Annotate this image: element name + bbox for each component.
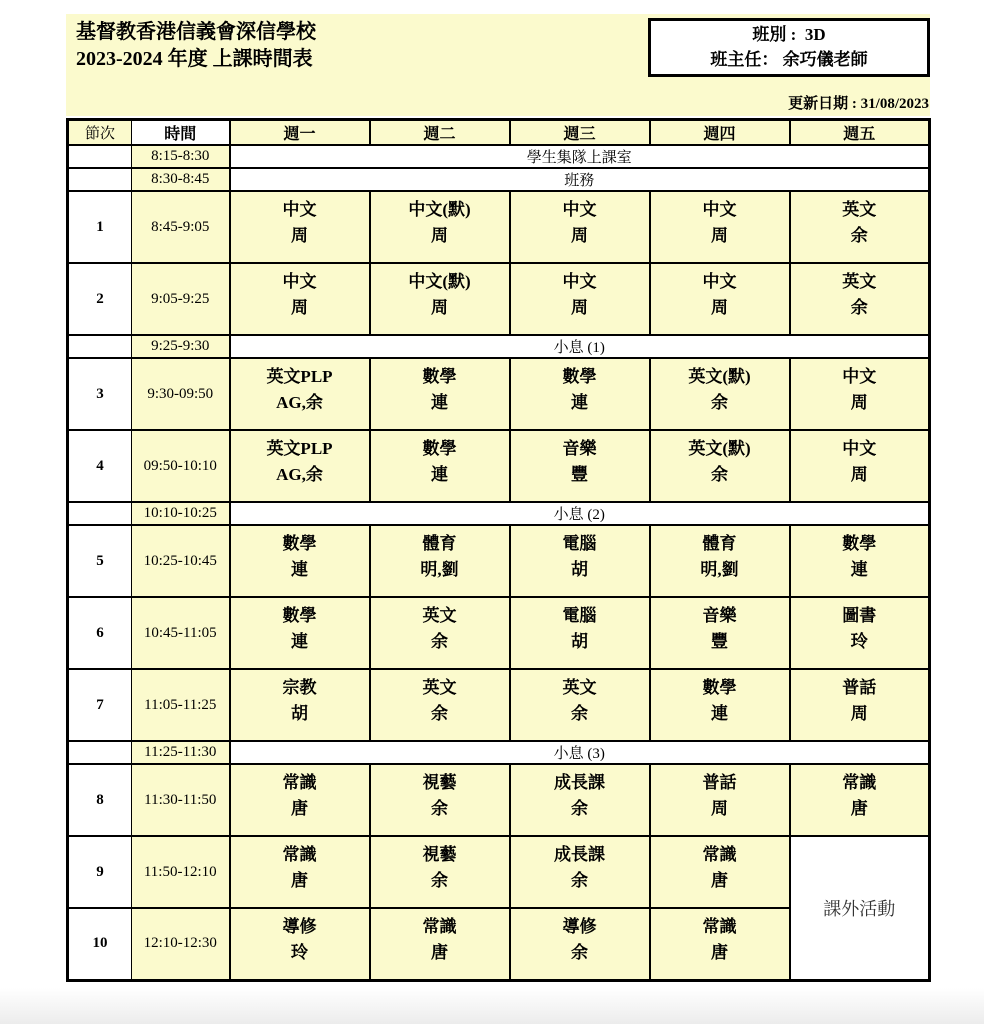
subject-cell (790, 263, 930, 335)
class-id-label: 班別 : (752, 25, 797, 44)
subject-name: 中文 (702, 272, 737, 291)
teacher-name: 玲 (850, 632, 868, 651)
timetable-row (68, 669, 930, 741)
teacher-name: 余 (431, 799, 448, 818)
class-teacher-value: 余巧儀老師 (782, 50, 868, 69)
class-id-value: 3D (804, 25, 826, 44)
time-cell: 8:30-8:45 (132, 168, 230, 191)
timetable-row (68, 597, 930, 669)
subject-cell (230, 836, 370, 908)
subject-name: 電腦 (562, 534, 597, 553)
teacher-name: 連 (291, 560, 308, 579)
subject-name: 英文 (562, 678, 597, 697)
teacher-name: 連 (850, 560, 868, 579)
subject-name: 中文 (842, 367, 877, 386)
class-teacher-label: 班主任： (710, 50, 779, 69)
teacher-name: 唐 (850, 799, 868, 818)
timetable-row (68, 191, 930, 263)
teacher-name: 連 (291, 632, 308, 651)
break-label-cell: 小息 (3) (230, 741, 930, 764)
period-cell: 3 (68, 358, 132, 430)
subject-cell (650, 597, 790, 669)
time-cell: 9:05-9:25 (132, 263, 230, 335)
subject-name: 圖書 (842, 606, 877, 625)
subject-name: 音樂 (562, 439, 597, 458)
teacher-name: 周 (711, 298, 728, 317)
subject-cell (510, 764, 650, 836)
time-cell: 11:50-12:10 (132, 836, 230, 908)
header-band (66, 14, 930, 116)
timetable-row (68, 525, 930, 597)
header-cell-tue: 週二 (370, 120, 510, 146)
subject-cell (650, 525, 790, 597)
subject-cell (370, 191, 510, 263)
timetable-row (68, 836, 930, 908)
teacher-name: 玲 (291, 943, 308, 962)
subject-name: 常識 (282, 773, 317, 792)
subject-name: 中文 (842, 439, 877, 458)
period-cell: 1 (68, 191, 132, 263)
subject-cell (790, 525, 930, 597)
class-teacher-line (651, 47, 927, 72)
subject-cell (510, 358, 650, 430)
period-cell: 5 (68, 525, 132, 597)
subject-name: 英文PLP (266, 439, 333, 458)
subject-cell (370, 358, 510, 430)
subject-cell (370, 430, 510, 502)
period-cell: 4 (68, 430, 132, 502)
teacher-name: 余 (431, 871, 448, 890)
subject-cell (510, 669, 650, 741)
teacher-name: AG,余 (276, 465, 323, 484)
teacher-name: AG,余 (276, 393, 323, 412)
subject-cell (790, 764, 930, 836)
period-cell: 8 (68, 764, 132, 836)
admin-label-cell: 學生集隊上課室 (230, 145, 930, 168)
subject-cell (230, 908, 370, 980)
teacher-name: 豐 (711, 632, 728, 651)
subject-name: 普話 (702, 773, 737, 792)
update-date: 更新日期 : 31/08/2023 (788, 96, 929, 112)
subject-name: 常識 (702, 917, 737, 936)
subject-name: 常識 (702, 845, 737, 864)
teacher-name: 周 (850, 393, 868, 412)
period-cell: 6 (68, 597, 132, 669)
teacher-name: 余 (711, 393, 728, 412)
subject-name: 視藝 (422, 773, 457, 792)
header-cell-fri: 週五 (790, 120, 930, 146)
subject-cell (790, 597, 930, 669)
teacher-name: 唐 (291, 871, 308, 890)
subject-cell (650, 191, 790, 263)
subject-name: 成長課 (554, 773, 605, 792)
time-cell: 8:45-9:05 (132, 191, 230, 263)
break-label-cell: 小息 (1) (230, 335, 930, 358)
timetable-title: 2023-2024 年度 上課時間表 (76, 48, 313, 70)
period-cell: 10 (68, 908, 132, 980)
subject-cell (510, 836, 650, 908)
period-cell (68, 145, 132, 168)
school-name: 基督教香港信義會深信學校 (76, 21, 316, 43)
timetable-row (68, 145, 930, 168)
timetable-head (68, 120, 930, 146)
subject-name: 數學 (842, 534, 877, 553)
timetable-row (68, 263, 930, 335)
subject-name: 中文 (562, 272, 597, 291)
timetable-row (68, 502, 930, 525)
teacher-name: 周 (711, 226, 728, 245)
period-cell (68, 741, 132, 764)
teacher-name: 胡 (291, 704, 308, 723)
subject-name: 數學 (282, 606, 317, 625)
timetable-row (68, 430, 930, 502)
subject-name: 音樂 (702, 606, 737, 625)
teacher-name: 余 (850, 226, 868, 245)
time-cell: 12:10-12:30 (132, 908, 230, 980)
page-edge-shade (0, 988, 984, 1024)
teacher-name: 周 (571, 298, 588, 317)
subject-cell (370, 836, 510, 908)
teacher-name: 連 (431, 465, 448, 484)
teacher-name: 豐 (571, 465, 588, 484)
header-cell-wed: 週三 (510, 120, 650, 146)
period-cell (68, 502, 132, 525)
activity-cell: 課外活動 (790, 836, 930, 980)
subject-name: 體育 (422, 534, 457, 553)
teacher-name: 余 (571, 871, 588, 890)
teacher-name: 連 (431, 393, 448, 412)
teacher-name: 胡 (571, 632, 588, 651)
timetable-row (68, 358, 930, 430)
time-cell: 9:30-09:50 (132, 358, 230, 430)
subject-cell (790, 669, 930, 741)
subject-name: 中文(默) (408, 272, 471, 291)
subject-name: 成長課 (554, 845, 605, 864)
teacher-name: 唐 (291, 799, 308, 818)
teacher-name: 周 (850, 704, 868, 723)
subject-cell (650, 764, 790, 836)
time-cell: 10:45-11:05 (132, 597, 230, 669)
subject-cell (370, 597, 510, 669)
timetable-row (68, 335, 930, 358)
subject-cell (510, 263, 650, 335)
class-info-box (648, 18, 930, 77)
time-cell: 9:25-9:30 (132, 335, 230, 358)
time-cell: 8:15-8:30 (132, 145, 230, 168)
subject-cell (230, 525, 370, 597)
teacher-name: 余 (571, 799, 588, 818)
subject-cell (230, 263, 370, 335)
subject-name: 英文(默) (688, 439, 751, 458)
subject-cell (370, 764, 510, 836)
subject-cell (510, 908, 650, 980)
teacher-name: 唐 (431, 943, 448, 962)
subject-name: 數學 (282, 534, 317, 553)
teacher-name: 連 (571, 393, 588, 412)
subject-cell (790, 191, 930, 263)
subject-cell (370, 525, 510, 597)
subject-name: 視藝 (422, 845, 457, 864)
teacher-name: 連 (711, 704, 728, 723)
subject-name: 中文 (282, 200, 317, 219)
subject-name: 中文 (282, 272, 317, 291)
subject-name: 數學 (562, 367, 597, 386)
time-cell: 10:25-10:45 (132, 525, 230, 597)
teacher-name: 周 (431, 226, 448, 245)
period-cell (68, 335, 132, 358)
header-cell-period: 節次 (68, 120, 132, 146)
timetable-row (68, 168, 930, 191)
admin-label-cell: 班務 (230, 168, 930, 191)
subject-cell (510, 191, 650, 263)
teacher-name: 周 (850, 465, 868, 484)
subject-name: 英文 (422, 678, 457, 697)
subject-cell (650, 836, 790, 908)
subject-name: 常識 (282, 845, 317, 864)
time-cell: 11:05-11:25 (132, 669, 230, 741)
timetable-row (68, 741, 930, 764)
teacher-name: 明,劉 (420, 560, 459, 579)
teacher-name: 余 (850, 298, 868, 317)
subject-name: 數學 (422, 439, 457, 458)
class-id-line (651, 22, 927, 47)
subject-name: 中文(默) (408, 200, 471, 219)
teacher-name: 余 (431, 704, 448, 723)
teacher-name: 余 (711, 465, 728, 484)
subject-cell (790, 430, 930, 502)
subject-cell (650, 908, 790, 980)
subject-cell (230, 669, 370, 741)
timetable-body (68, 145, 930, 980)
period-cell: 7 (68, 669, 132, 741)
subject-name: 英文PLP (266, 367, 333, 386)
teacher-name: 余 (571, 943, 588, 962)
teacher-name: 余 (571, 704, 588, 723)
header-cell-time: 時間 (132, 120, 230, 146)
header-cell-mon: 週一 (230, 120, 370, 146)
subject-name: 導修 (562, 917, 597, 936)
subject-cell (510, 597, 650, 669)
teacher-name: 周 (291, 226, 308, 245)
teacher-name: 周 (711, 799, 728, 818)
break-label-cell: 小息 (2) (230, 502, 930, 525)
subject-cell (510, 430, 650, 502)
subject-cell (650, 358, 790, 430)
subject-name: 常識 (842, 773, 877, 792)
subject-name: 英文 (842, 200, 877, 219)
subject-name: 體育 (702, 534, 737, 553)
teacher-name: 胡 (571, 560, 588, 579)
subject-cell (650, 430, 790, 502)
time-cell: 10:10-10:25 (132, 502, 230, 525)
subject-name: 英文 (422, 606, 457, 625)
time-cell: 11:30-11:50 (132, 764, 230, 836)
subject-cell (230, 191, 370, 263)
subject-name: 導修 (282, 917, 317, 936)
teacher-name: 唐 (711, 871, 728, 890)
subject-cell (230, 764, 370, 836)
teacher-name: 周 (431, 298, 448, 317)
timetable-row (68, 764, 930, 836)
header-cell-thu: 週四 (650, 120, 790, 146)
teacher-name: 唐 (711, 943, 728, 962)
time-cell: 09:50-10:10 (132, 430, 230, 502)
period-cell (68, 168, 132, 191)
subject-cell (370, 669, 510, 741)
period-cell: 9 (68, 836, 132, 908)
subject-cell (230, 430, 370, 502)
time-cell: 11:25-11:30 (132, 741, 230, 764)
subject-cell (650, 669, 790, 741)
subject-name: 數學 (702, 678, 737, 697)
subject-name: 英文(默) (688, 367, 751, 386)
timetable-header-row (68, 120, 930, 146)
subject-name: 中文 (702, 200, 737, 219)
teacher-name: 余 (431, 632, 448, 651)
subject-name: 電腦 (562, 606, 597, 625)
period-cell: 2 (68, 263, 132, 335)
teacher-name: 周 (571, 226, 588, 245)
subject-name: 常識 (422, 917, 457, 936)
subject-cell (370, 263, 510, 335)
page-title (76, 19, 316, 73)
subject-cell (230, 597, 370, 669)
subject-cell (230, 358, 370, 430)
subject-cell (650, 263, 790, 335)
teacher-name: 明,劉 (700, 560, 739, 579)
subject-name: 宗教 (282, 678, 317, 697)
teacher-name: 周 (291, 298, 308, 317)
subject-name: 中文 (562, 200, 597, 219)
subject-name: 英文 (842, 272, 877, 291)
subject-name: 數學 (422, 367, 457, 386)
subject-cell (510, 525, 650, 597)
subject-cell (370, 908, 510, 980)
subject-name: 普話 (842, 678, 877, 697)
timetable (66, 118, 931, 982)
subject-cell (790, 358, 930, 430)
